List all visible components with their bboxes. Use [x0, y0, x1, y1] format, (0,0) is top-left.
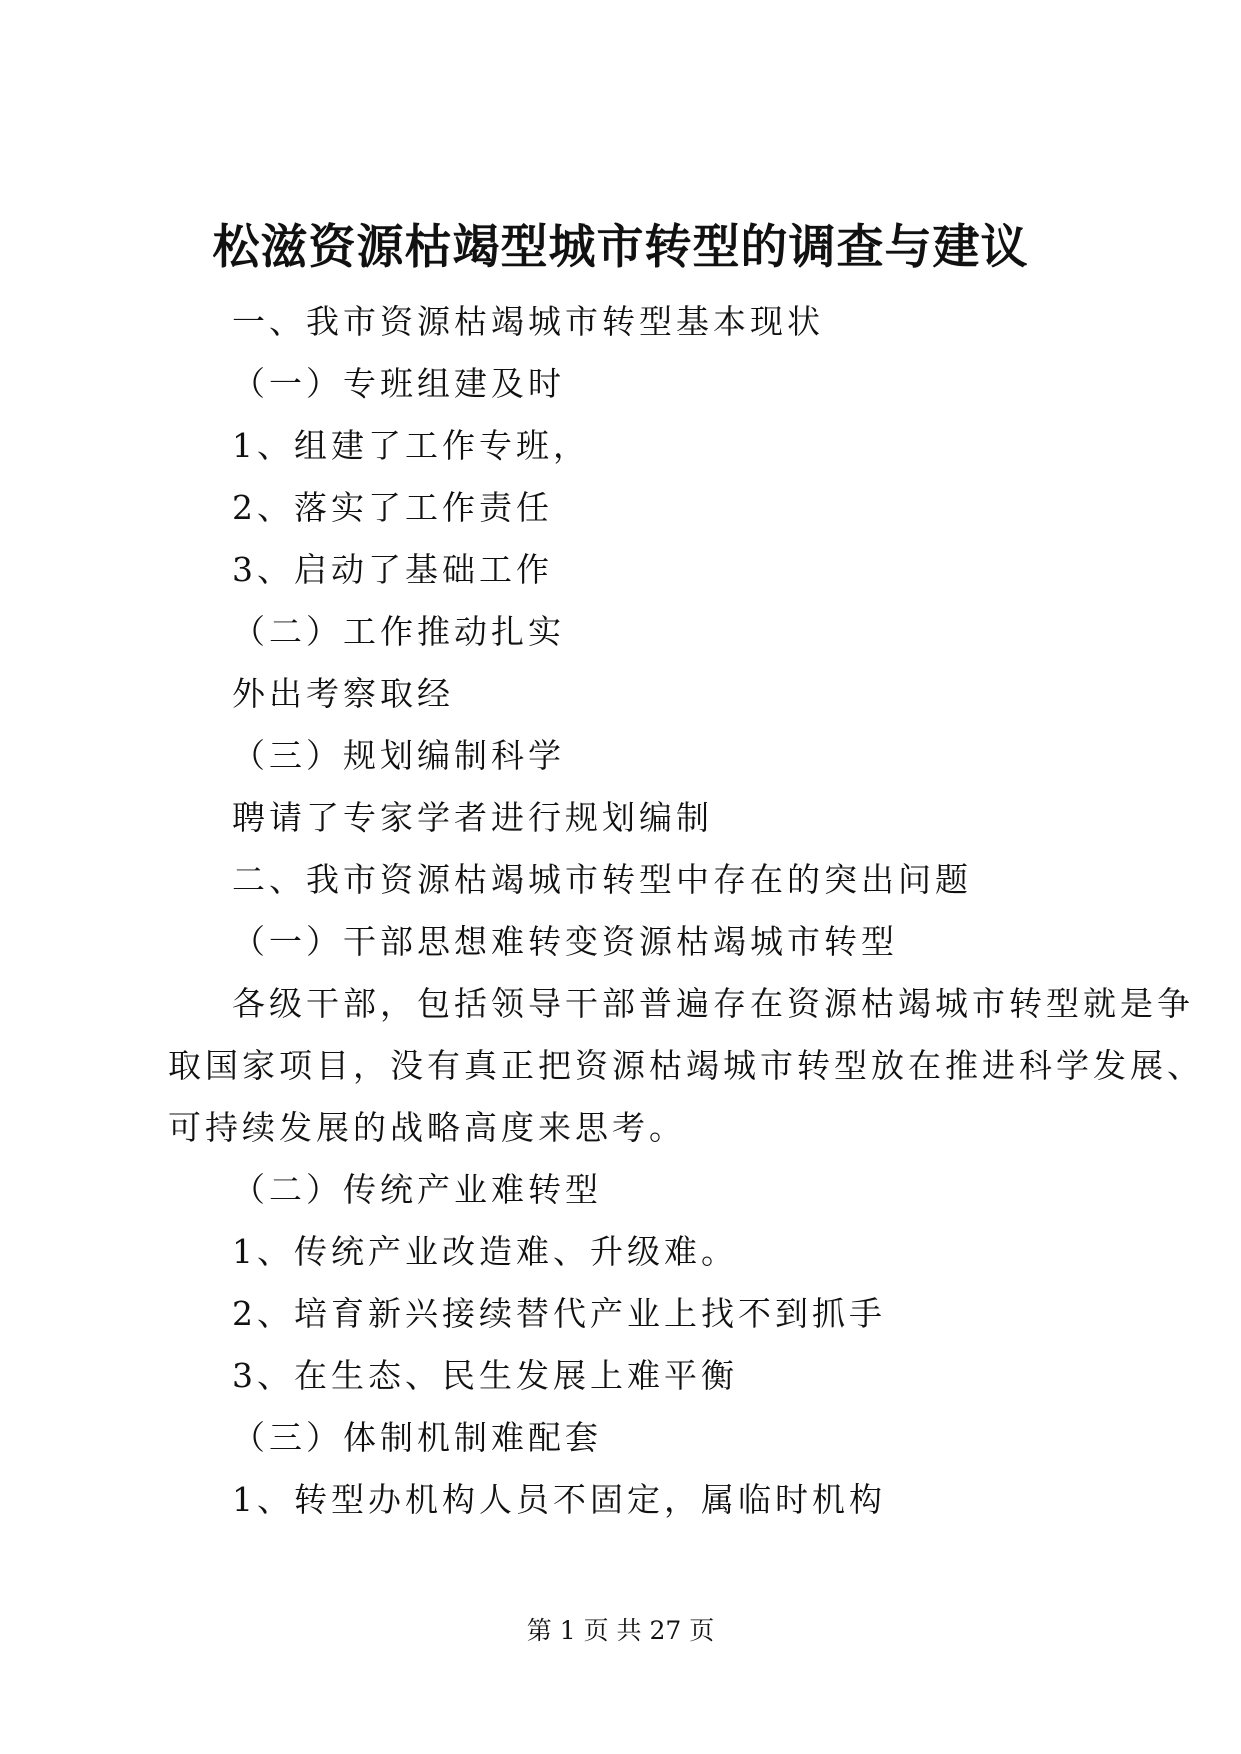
- body-paragraph-continuation: 可持续发展的战略高度来思考。: [168, 1108, 686, 1147]
- list-item: 1、组建了工作专班，: [232, 426, 590, 465]
- list-item: 2、培育新兴接续替代产业上找不到抓手: [232, 1294, 886, 1333]
- body-paragraph: 聘请了专家学者进行规划编制: [232, 798, 713, 837]
- list-item: 3、启动了基础工作: [232, 550, 553, 589]
- section-heading: 一、我市资源枯竭城市转型基本现状: [232, 302, 824, 341]
- subsection-heading: （二）工作推动扎实: [232, 612, 565, 651]
- section-heading: 二、我市资源枯竭城市转型中存在的突出问题: [232, 860, 972, 899]
- body-paragraph: 外出考察取经: [232, 674, 454, 713]
- subsection-heading: （二）传统产业难转型: [232, 1170, 602, 1209]
- list-item: 1、传统产业改造难、升级难。: [232, 1232, 738, 1271]
- list-item: 3、在生态、民生发展上难平衡: [232, 1356, 738, 1395]
- subsection-heading: （三）体制机制难配套: [232, 1418, 602, 1457]
- body-paragraph-continuation: 取国家项目，没有真正把资源枯竭城市转型放在推进科学发展、: [168, 1046, 1204, 1085]
- subsection-heading: （一）干部思想难转变资源枯竭城市转型: [232, 922, 898, 961]
- document-title: 松滋资源枯竭型城市转型的调查与建议: [212, 220, 1029, 275]
- subsection-heading: （一）专班组建及时: [232, 364, 565, 403]
- subsection-heading: （三）规划编制科学: [232, 736, 565, 775]
- list-item: 1、转型办机构人员不固定，属临时机构: [232, 1480, 886, 1519]
- body-paragraph: 各级干部，包括领导干部普遍存在资源枯竭城市转型就是争: [232, 984, 1194, 1023]
- page-number-footer: 第 1 页 共 27 页: [526, 1616, 715, 1645]
- list-item: 2、落实了工作责任: [232, 488, 553, 527]
